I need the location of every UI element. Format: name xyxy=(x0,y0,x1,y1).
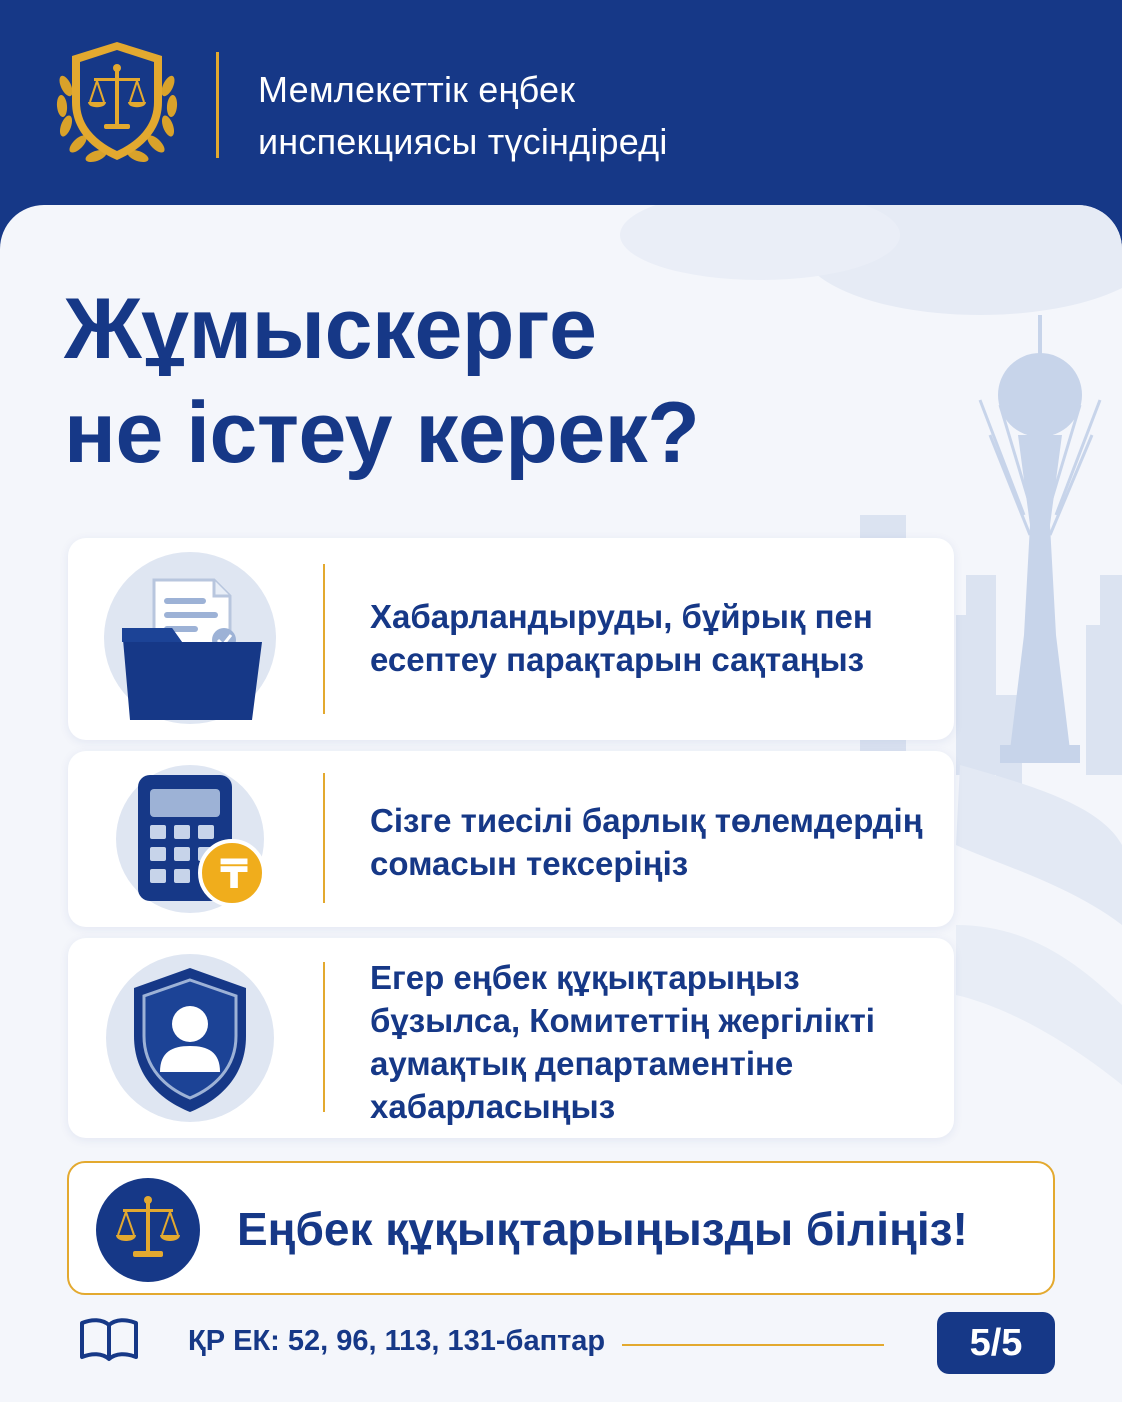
item-divider xyxy=(323,564,325,714)
item-text-line: есептеу парақтарын сақтаңыз xyxy=(370,641,865,678)
scales-icon xyxy=(95,1177,201,1283)
know-your-rights-banner xyxy=(67,1161,1055,1295)
list-item-keep-documents xyxy=(68,538,954,740)
shield-person-icon xyxy=(102,950,278,1126)
item-text-line: аумақтық департаментіне xyxy=(370,1045,794,1082)
tenge-coin-symbol: ₸ xyxy=(220,852,248,898)
header-title-line-1: Мемлекеттік еңбек xyxy=(258,69,576,110)
law-reference: ҚР ЕК: 52, 96, 113, 131-баптар xyxy=(188,1325,606,1357)
title-line-1: Жұмыскерге xyxy=(64,281,597,377)
banner-text: Еңбек құқықтарыңызды біліңіз! xyxy=(237,1203,968,1255)
main-card xyxy=(0,205,1122,1402)
book-icon xyxy=(78,1317,140,1363)
item-text-line: Егер еңбек құқықтарыңыз xyxy=(370,959,800,996)
header-title xyxy=(258,64,668,168)
item-text-line: сомасын тексеріңіз xyxy=(370,845,689,882)
folder-document-icon xyxy=(102,550,278,726)
page-title xyxy=(64,277,699,485)
item-text-line: Хабарландыруды, бұйрық пен xyxy=(370,598,873,635)
item-divider xyxy=(323,773,325,903)
header-title-line-2: инспекциясы түсіндіреді xyxy=(258,121,668,162)
page-indicator: 5/5 xyxy=(937,1312,1055,1374)
item-text xyxy=(370,595,873,681)
list-item-check-payments xyxy=(68,751,954,927)
item-text-line: Сізге тиесілі барлық төлемдердің xyxy=(370,802,923,839)
title-line-2: не істеу керек? xyxy=(64,385,700,481)
footer-divider xyxy=(622,1344,884,1346)
item-text xyxy=(370,799,923,885)
item-divider xyxy=(323,962,325,1112)
item-text-line: хабарласыңыз xyxy=(370,1088,616,1125)
item-text-line: бұзылса, Комитеттің жергілікті xyxy=(370,1002,875,1039)
item-text xyxy=(370,956,875,1128)
header-divider xyxy=(216,52,219,158)
list-item-contact-department xyxy=(68,938,954,1138)
scales-shield-logo-icon xyxy=(52,36,182,168)
